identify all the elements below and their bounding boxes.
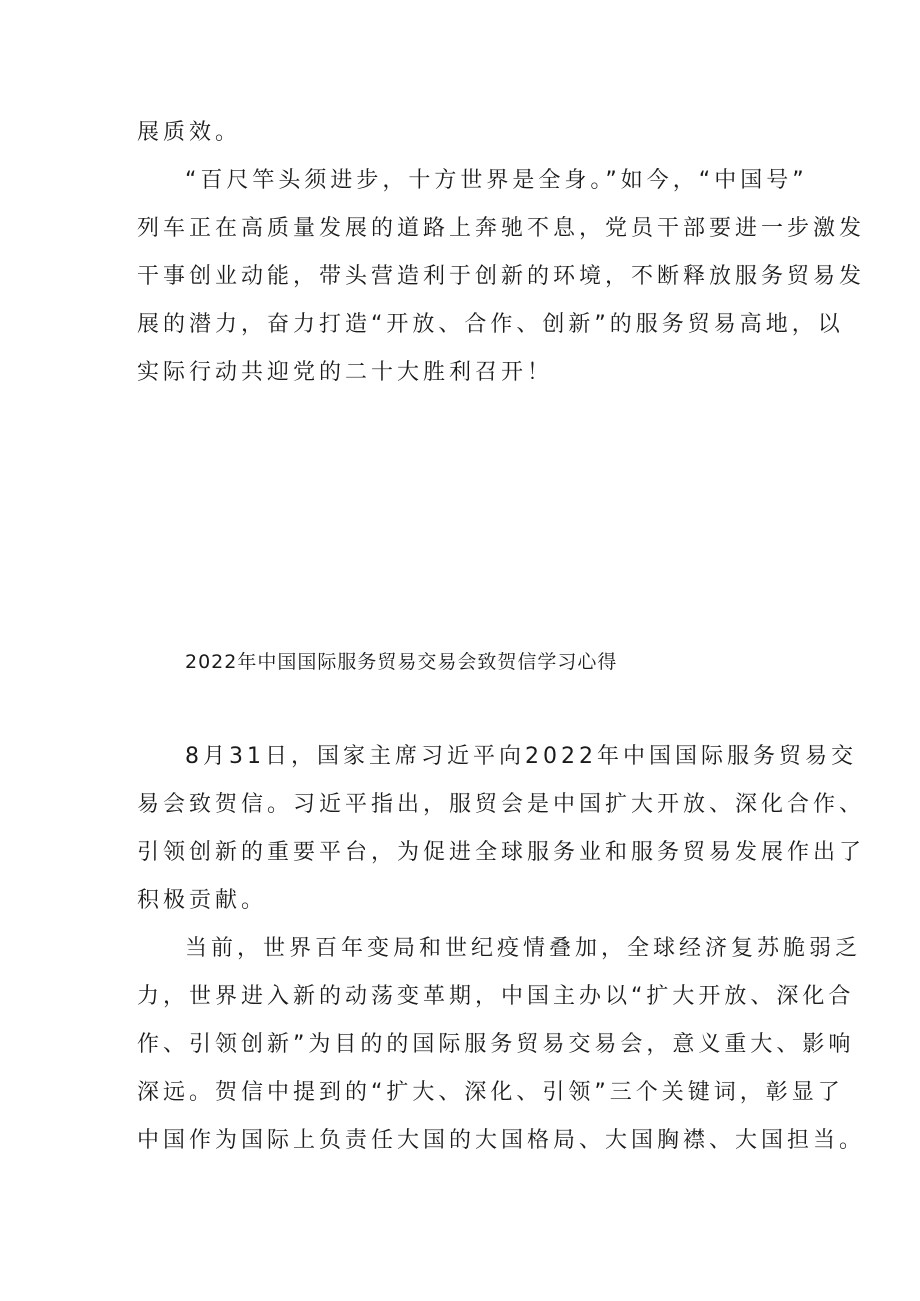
paragraph-line: 引领创新的重要平台，为促进全球服务业和服务贸易发展作出了	[137, 840, 866, 865]
paragraph-line: 深远。贺信中提到的“扩大、深化、引领”三个关键词，彰显了	[137, 1080, 844, 1105]
paragraph-line: 列车正在高质量发展的道路上奔驰不息，党员干部要进一步激发	[137, 216, 866, 241]
paragraph-line: 积极贡献。	[137, 888, 268, 913]
paragraph-line: 实际行动共迎党的二十大胜利召开！	[137, 360, 554, 385]
paragraph-line: 展的潜力，奋力打造“开放、合作、创新”的服务贸易高地，以	[137, 312, 844, 337]
paragraph-line: 中国作为国际上负责任大国的大国格局、大国胸襟、大国担当。	[137, 1128, 866, 1153]
paragraph-line: 力，世界进入新的动荡变革期，中国主办以“扩大开放、深化合	[137, 984, 855, 1009]
paragraph-line: 展质效。	[137, 120, 242, 145]
paragraph-line: 易会致贺信。习近平指出，服贸会是中国扩大开放、深化合作、	[137, 792, 866, 817]
paragraph-line: 当前，世界百年变局和世纪疫情叠加，全球经济复苏脆弱乏	[185, 936, 862, 961]
paragraph-line: “百尺竿头须进步，十方世界是全身。”如今，“中国号”	[185, 168, 808, 193]
paragraph-line: 作、引领创新”为目的的国际服务贸易交易会，意义重大、影响	[137, 1032, 855, 1057]
article-title: 2022年中国国际服务贸易交易会致贺信学习心得	[185, 651, 618, 673]
paragraph-line: 8月31日，国家主席习近平向2022年中国国际服务贸易交	[185, 744, 857, 769]
paragraph-line: 干事创业动能，带头营造利于创新的环境，不断释放服务贸易发	[137, 264, 866, 289]
